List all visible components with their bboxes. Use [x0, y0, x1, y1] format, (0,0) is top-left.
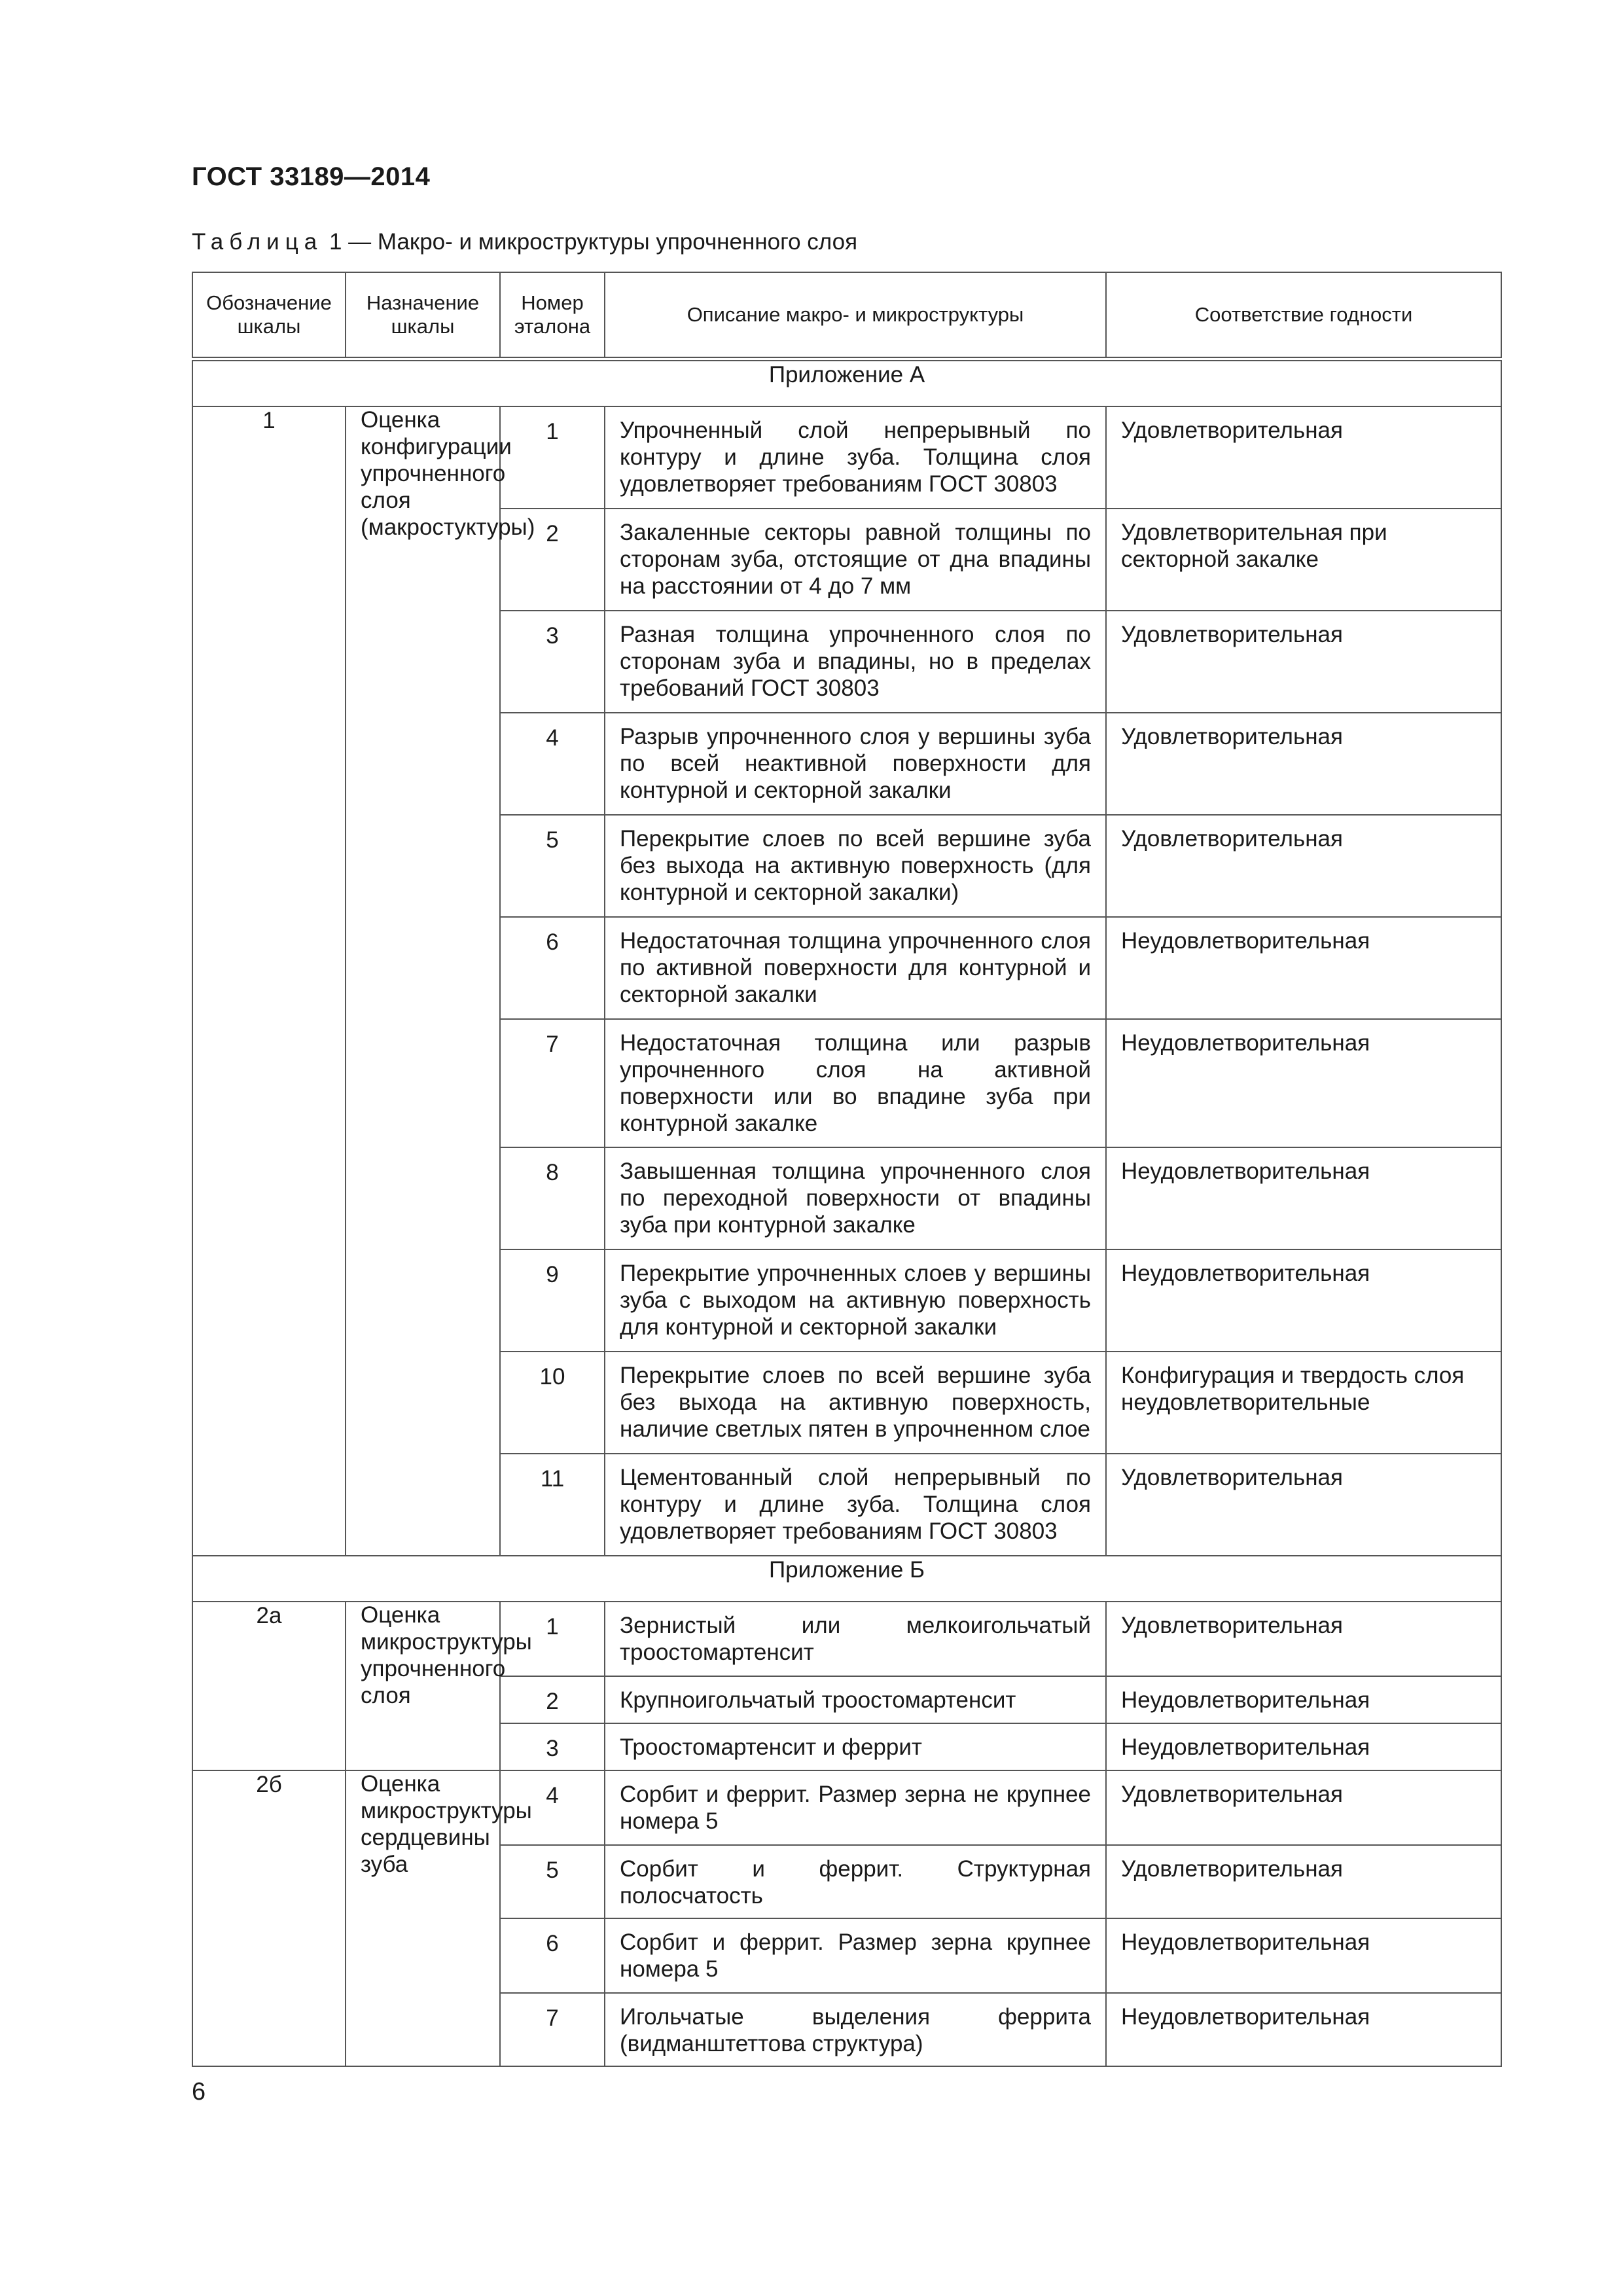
caption-text: — Макро- и микроструктуры упрочненного слоя: [342, 229, 858, 255]
table-row: [192, 1602, 1501, 1676]
reference-number: 4: [500, 713, 605, 815]
fitness-assessment: Неудовлетворительная: [1106, 1147, 1501, 1249]
fitness-assessment: Неудовлетворительная: [1106, 1249, 1501, 1352]
structure-description: Сорбит и феррит. Структурная полосчатость: [605, 1845, 1106, 1918]
scale-code: 1: [192, 406, 346, 1556]
structure-description: Цементованный слой непрерывный по контуру и длине зуба. Толщина слоя удовлетворяет требованиям ГОСТ 30803: [605, 1454, 1106, 1556]
header-fitness: Соответствие годности: [1106, 272, 1501, 359]
fitness-assessment: Неудовлетворительная: [1106, 1723, 1501, 1770]
structure-description: Упрочненный слой непрерывный по контуру и длине зуба. Толщина слоя удовлетворяет требованиям ГОСТ 30803: [605, 406, 1106, 509]
scale-code: 2б: [192, 1770, 346, 2066]
structure-description: Зернистый или мелкоигольчатый троостомартенсит: [605, 1602, 1106, 1676]
table-header-row: [192, 272, 1501, 359]
section-title: Приложение А: [192, 359, 1501, 407]
fitness-assessment: Удовлетворительная: [1106, 1845, 1501, 1918]
fitness-assessment: Конфигурация и твердость слоя неудовлетворительные: [1106, 1352, 1501, 1454]
reference-number: 7: [500, 1993, 605, 2066]
structure-description: Сорбит и феррит. Размер зерна крупнее номера 5: [605, 1918, 1106, 1993]
structures-table: [192, 272, 1502, 2067]
scale-purpose-text: Оценка конфигурации упрочненного слоя (макростуктуры): [361, 407, 535, 540]
reference-number: 11: [500, 1454, 605, 1556]
table-row: [192, 406, 1501, 509]
fitness-assessment: Удовлетворительная при секторной закалке: [1106, 509, 1501, 611]
fitness-assessment: Неудовлетворительная: [1106, 917, 1501, 1019]
fitness-assessment: Удовлетворительная: [1106, 611, 1501, 713]
fitness-assessment: Неудовлетворительная: [1106, 1993, 1501, 2066]
structure-description: Игольчатые выделения феррита (видманштеттова структура): [605, 1993, 1106, 2066]
reference-number: 6: [500, 1918, 605, 1993]
scale-purpose-text: Оценка микроструктуры сердцевины зуба: [361, 1771, 532, 1877]
reference-number: 2: [500, 1676, 605, 1723]
scale-code: 2а: [192, 1602, 346, 1770]
caption-prefix: Таблица: [192, 229, 323, 255]
structure-description: Перекрытие слоев по всей вершине зуба без выхода на активную поверхность (для контурной и секторной закалки): [605, 815, 1106, 917]
fitness-assessment: Удовлетворительная: [1106, 1454, 1501, 1556]
reference-number: 5: [500, 815, 605, 917]
reference-number: 8: [500, 1147, 605, 1249]
reference-number: 6: [500, 917, 605, 1019]
fitness-assessment: Удовлетворительная: [1106, 1602, 1501, 1676]
reference-number: 4: [500, 1770, 605, 1845]
reference-number: 10: [500, 1352, 605, 1454]
header-scale-code: Обозначение шкалы: [192, 272, 346, 359]
table-row: [192, 1770, 1501, 1845]
structure-description: Закаленные секторы равной толщины по сторонам зуба, отстоящие от дна впадины на расстоянии от 4 до 7 мм: [605, 509, 1106, 611]
reference-number: 3: [500, 611, 605, 713]
fitness-assessment: Удовлетворительная: [1106, 713, 1501, 815]
scale-purpose: [346, 1770, 532, 2066]
header-reference-number: Номер эталона: [500, 272, 605, 359]
structure-description: Разрыв упрочненного слоя у вершины зуба по всей неактивной поверхности для контурной и секторной закалки: [605, 713, 1106, 815]
structure-description: Перекрытие слоев по всей вершине зуба без выхода на активную поверхность, наличие светлых пятен в упрочненном слое: [605, 1352, 1106, 1454]
scale-purpose: [346, 406, 535, 1556]
page-number: 6: [192, 2078, 206, 2106]
reference-number: 9: [500, 1249, 605, 1352]
fitness-assessment: Удовлетворительная: [1106, 406, 1501, 509]
structure-description: Завышенная толщина упрочненного слоя по переходной поверхности от впадины зуба при контурной закалке: [605, 1147, 1106, 1249]
fitness-assessment: Удовлетворительная: [1106, 815, 1501, 917]
scale-purpose: [346, 1602, 532, 1770]
structure-description: Недостаточная толщина упрочненного слоя по активной поверхности для контурной и секторной закалки: [605, 917, 1106, 1019]
structure-description: Недостаточная толщина или разрыв упрочненного слоя на активной поверхности или во впадине зуба при контурной закалке: [605, 1019, 1106, 1147]
section-title: Приложение Б: [192, 1556, 1501, 1602]
scale-purpose-text: Оценка микроструктуры упрочненного слоя: [361, 1602, 532, 1708]
reference-number: 3: [500, 1723, 605, 1770]
fitness-assessment: Удовлетворительная: [1106, 1770, 1501, 1845]
table-caption: [192, 229, 857, 255]
structure-description: Троостомартенсит и феррит: [605, 1723, 1106, 1770]
structure-description: Сорбит и феррит. Размер зерна не крупнее номера 5: [605, 1770, 1106, 1845]
header-structure-description: Описание макро- и микроструктуры: [605, 272, 1106, 359]
fitness-assessment: Неудовлетворительная: [1106, 1019, 1501, 1147]
reference-number: 7: [500, 1019, 605, 1147]
table-body: [192, 359, 1501, 2067]
caption-number: 1: [329, 229, 342, 255]
reference-number: 5: [500, 1845, 605, 1918]
fitness-assessment: Неудовлетворительная: [1106, 1918, 1501, 1993]
reference-number: 1: [500, 406, 605, 509]
reference-number: 2: [500, 509, 605, 611]
structure-description: Разная толщина упрочненного слоя по сторонам зуба и впадины, но в пределах требований ГОСТ 30803: [605, 611, 1106, 713]
document-code: ГОСТ 33189—2014: [192, 162, 431, 191]
structure-description: Перекрытие упрочненных слоев у вершины зуба с выходом на активную поверхность для контурной и секторной закалки: [605, 1249, 1106, 1352]
structure-description: Крупноигольчатый троостомартенсит: [605, 1676, 1106, 1723]
fitness-assessment: Неудовлетворительная: [1106, 1676, 1501, 1723]
section-row: [192, 359, 1501, 407]
reference-number: 1: [500, 1602, 605, 1676]
header-scale-purpose: Назначение шкалы: [346, 272, 500, 359]
section-row: [192, 1556, 1501, 1602]
